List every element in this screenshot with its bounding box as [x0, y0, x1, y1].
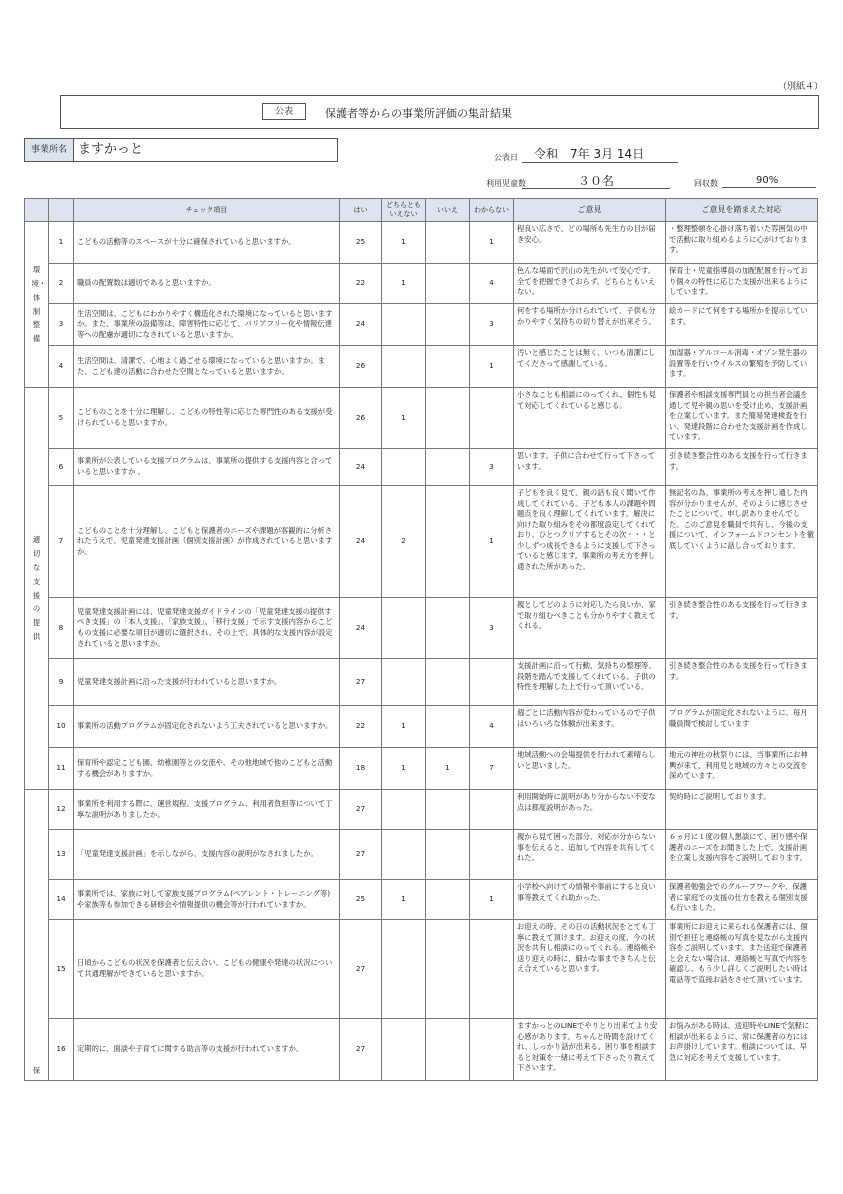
response-text: 絵カードにて何をする場所かを提示しています。 — [666, 304, 818, 346]
table-header-row — [25, 199, 818, 222]
check-item: 事業所では、家族に対して家族支援プログラム(ペアレント・トレーニング等)や家族等も参加できる研修会や情報提供の機会等が行われていますか。 — [74, 880, 340, 920]
opinion-text: 何をする場所か分けられていて、子供も分かりやすく気持ちの切り替えが出来そう。 — [514, 304, 666, 346]
count-no — [426, 486, 470, 598]
count-neither: 1 — [382, 748, 426, 790]
count-no — [426, 790, 470, 830]
category-label: 保 — [32, 1066, 41, 1076]
count-neither: 1 — [382, 706, 426, 748]
count-yes: 27 — [340, 830, 382, 880]
count-unknown — [470, 830, 514, 880]
row-number: 2 — [49, 264, 74, 304]
row-number: 4 — [49, 346, 74, 388]
count-unknown: 3 — [470, 449, 514, 486]
header-unknown: わからない — [470, 199, 514, 222]
table-row — [25, 304, 818, 346]
office-name: ますかっと — [74, 138, 338, 162]
table-row — [25, 346, 818, 388]
opinion-text: 色んな場面で沢山の先生がいて安心です。全てを把握できておらず、どちらともいえない。 — [514, 264, 666, 304]
office-label: 事業所名 — [24, 138, 74, 162]
count-no — [426, 830, 470, 880]
opinion-text: お迎えの時、その日の活動状況をとても丁寧に教えて頂けます。お迎えの度、今の状況を共有し相談にのってくれる。連絡帳や送り迎えの時に、細かな事まできちんと伝え合えていると思います。 — [514, 920, 666, 1019]
row-number: 11 — [49, 748, 74, 790]
response-text: 引き続き整合性のある支援を行って行きます。 — [666, 449, 818, 486]
count-neither — [382, 920, 426, 1019]
count-unknown: 7 — [470, 748, 514, 790]
count-yes: 26 — [340, 388, 382, 449]
table-row — [25, 706, 818, 748]
count-yes: 27 — [340, 920, 382, 1019]
count-no — [426, 920, 470, 1019]
check-item: 保育所や認定こども園、幼稚園等との交流や、その他地域で他のこどもと活動する機会がありますか。 — [74, 748, 340, 790]
category-label: 環境・体制整備 — [31, 264, 47, 344]
count-unknown: 3 — [470, 304, 514, 346]
row-number: 5 — [49, 388, 74, 449]
response-text: お悩みがある時は、送迎時やLINEで気軽に相談が出来るように、常に保護者の方にはお声掛けしています。相談については、早急に対応を考えて支援しています。 — [666, 1019, 818, 1081]
count-neither: 1 — [382, 264, 426, 304]
header-opinion: ご意見 — [514, 199, 666, 222]
count-yes: 22 — [340, 706, 382, 748]
response-text: プログラムが固定化されないように、毎月職員間で検討しています — [666, 706, 818, 748]
count-no — [426, 388, 470, 449]
count-neither — [382, 598, 426, 659]
opinion-text: 程良い広さで、どの場所も先生方の目が届き安心。 — [514, 222, 666, 264]
opinion-text: 小さなことも相談にのってくれ、個性も見て対応してくれていると感じる。 — [514, 388, 666, 449]
count-unknown: 1 — [470, 486, 514, 598]
check-item: 生活空間は、こどもにわかりやすく構造化された環境になっていると思いますか。また、事業所の設備等は、障害特性に応じて、バリアフリー化や情報伝達等への配慮が適切になされていると思いますか。 — [74, 304, 340, 346]
date-value: 令和 7年 3月 14日 — [522, 145, 678, 163]
count-no — [426, 449, 470, 486]
count-no: 1 — [426, 748, 470, 790]
header-response: ご意見を踏まえた対応 — [666, 199, 818, 222]
users-value: ３０名 — [522, 172, 670, 189]
response-text: 保護者や相談支援専門員との担当者会議を通して児や親の思いを受け止め、支援計画を立案しています。また簡易発達検査を行い、発達段階に合わせた支援計画を作成しています。 — [666, 388, 818, 449]
count-yes: 25 — [340, 880, 382, 920]
row-number: 16 — [49, 1019, 74, 1081]
table-row — [25, 830, 818, 880]
count-neither: 1 — [382, 222, 426, 264]
table-row — [25, 222, 818, 264]
table-row — [25, 920, 818, 1019]
response-text: 保護者勉強会でのグループワークや、保護者に家庭での支援の仕方を教える個別支援も行いました。 — [666, 880, 818, 920]
row-number: 10 — [49, 706, 74, 748]
row-number: 6 — [49, 449, 74, 486]
count-unknown — [470, 920, 514, 1019]
table-row — [25, 1019, 818, 1081]
row-number: 3 — [49, 304, 74, 346]
check-item: 定期的に、面談や子育てに関する助言等の支援が行われていますか。 — [74, 1019, 340, 1081]
opinion-text: 小学校へ向けての情報や事前にすると良い事等教えてくれ助かった。 — [514, 880, 666, 920]
count-neither — [382, 790, 426, 830]
opinion-text: ますかっとのLINEでやりとり出来てより安心感があります。ちゃんと時間を設けてくれ、しっかり話が出来る。困り事を相談すると対策を一緒に考えて下さったり教えて下さいます。 — [514, 1019, 666, 1081]
users-label: 利用児童数 — [486, 179, 526, 188]
count-unknown — [470, 790, 514, 830]
count-no — [426, 1019, 470, 1081]
page-title: 保護者等からの事業所評価の集計結果 — [325, 107, 512, 120]
opinion-text: 支援計画に沿って行動、気持ちの整理等、段階を踏んで支援してくれている。子供の特性を理解した上で行って頂いている。 — [514, 659, 666, 706]
opinion-text: 地域活動への会場提供を行われて素晴らしいと思いました。 — [514, 748, 666, 790]
header-check: チェック項目 — [74, 199, 340, 222]
response-text: 事業所にお迎えに来られる保護者には、個別で担任と連絡帳の写真を見ながら支援内容をご説明しています。また送迎で保護者と会えない場合は、連絡帳と写真で内容を確認し、もう少し詳しくご説明したい時は電話等で直接お話をさせて頂いています。 — [666, 920, 818, 1019]
check-item: こどもの活動等のスペースが十分に確保されていると思いますか。 — [74, 222, 340, 264]
response-text: ６ヵ月に１度の個人懇談にて、困り感や保護者のニーズをお聞きした上で、支援計画を立案し支援内容をご説明しております。 — [666, 830, 818, 880]
appendix-label: （別紙４） — [778, 82, 824, 92]
response-text: 保育士・児童指導員の加配配置を行っており個々の特性に応じた支援が出来るようにしています。 — [666, 264, 818, 304]
opinion-text: 汚いと感じたことは無く、いつも清潔にしてくださって感謝している。 — [514, 346, 666, 388]
count-no — [426, 222, 470, 264]
count-unknown: 1 — [470, 346, 514, 388]
response-text: 引き続き整合性のある支援を行って行きます。 — [666, 659, 818, 706]
count-neither — [382, 346, 426, 388]
response-text: 加湿器・アルコール消毒・オゾン発生器の設置等を行いウイルスの繁殖を予防しています。 — [666, 346, 818, 388]
count-no — [426, 659, 470, 706]
row-number: 14 — [49, 880, 74, 920]
header-cat — [25, 199, 49, 222]
opinion-text: 親から見て困った部分、対応が分からない事を伝えると、追加して内容を共有してくれた。 — [514, 830, 666, 880]
count-unknown — [470, 1019, 514, 1081]
count-yes: 27 — [340, 1019, 382, 1081]
count-yes: 25 — [340, 222, 382, 264]
count-yes: 24 — [340, 598, 382, 659]
table-row — [25, 486, 818, 598]
count-neither — [382, 304, 426, 346]
count-unknown: 1 — [470, 880, 514, 920]
count-yes: 27 — [340, 659, 382, 706]
table-row — [25, 748, 818, 790]
check-item: 児童発達支援計画には、児童発達支援ガイドラインの「児童発達支援の提供すべき支援」の「本人支援」、「家族支援」、「移行支援」で示す支援内容からこどもの支援に必要な項目が適切に選択され、その上で、具体的な支援内容が設定されていると思いますか。 — [74, 598, 340, 659]
opinion-text: 利用開始時に説明があり分からない不安な点は都度説明があった。 — [514, 790, 666, 830]
table-row — [25, 388, 818, 449]
row-number: 13 — [49, 830, 74, 880]
table-row — [25, 790, 818, 830]
count-unknown — [470, 659, 514, 706]
count-unknown: 1 — [470, 222, 514, 264]
count-unknown: 4 — [470, 264, 514, 304]
responses-value: 90% — [722, 172, 816, 188]
count-neither: 1 — [382, 388, 426, 449]
table-row — [25, 659, 818, 706]
opinion-text: 親としてどのように対応したら良いか、家で取り組むべきことも分かりやすく教えてくれる。 — [514, 598, 666, 659]
evaluation-table — [24, 198, 818, 1081]
header-neither: どちらとも いえない — [382, 199, 426, 222]
check-item: こどものことを十分に理解し、こどもの特性等に応じた専門性のある支援が受けられていると思いますか。 — [74, 388, 340, 449]
check-item: 事業所を利用する際に、運営規程、支援プログラム、利用者負担等について丁寧な説明がありましたか。 — [74, 790, 340, 830]
title-box — [60, 95, 819, 129]
check-item: 事業所が公表している支援プログラムは、事業所の提供する支援内容と合っていると思いますか 。 — [74, 449, 340, 486]
count-yes: 22 — [340, 264, 382, 304]
count-yes: 26 — [340, 346, 382, 388]
row-number: 7 — [49, 486, 74, 598]
responses-label: 回収数 — [694, 179, 718, 188]
count-no — [426, 880, 470, 920]
category-label: 適切な支援の提供 — [32, 535, 41, 642]
row-number: 12 — [49, 790, 74, 830]
count-neither — [382, 1019, 426, 1081]
count-unknown: 4 — [470, 706, 514, 748]
response-text: ・整理整頓を心掛け落ち着いた雰囲気の中で活動に取り組めるように心がけております。 — [666, 222, 818, 264]
count-yes: 18 — [340, 748, 382, 790]
check-item: 児童発達支援計画に沿った支援が行われていると思いますか。 — [74, 659, 340, 706]
table-row — [25, 598, 818, 659]
count-neither — [382, 659, 426, 706]
table-row — [25, 880, 818, 920]
count-neither: 2 — [382, 486, 426, 598]
count-yes: 24 — [340, 449, 382, 486]
response-text: 無記名の為、事業所の考えを押し通した内容が分かりませんが、そのように感じさせたことについて、申し訳ありませんでした。このご意見を職員で共有し、今後の支援について、インフォームドコンセントを徹底していくように話し合っております。 — [666, 486, 818, 598]
response-text: 契約時にご説明しております。 — [666, 790, 818, 830]
count-no — [426, 264, 470, 304]
header-yes: はい — [340, 199, 382, 222]
public-label: 公表 — [262, 103, 306, 120]
count-yes: 27 — [340, 790, 382, 830]
opinion-text: 週ごとに活動内容が変わっているので子供はいろいろな体験が出来ます。 — [514, 706, 666, 748]
count-yes: 24 — [340, 486, 382, 598]
count-neither: 1 — [382, 880, 426, 920]
row-number: 9 — [49, 659, 74, 706]
check-item: 事業所の活動プログラムが固定化されないよう工夫されていると思いますか。 — [74, 706, 340, 748]
count-neither — [382, 449, 426, 486]
category-cell — [25, 222, 49, 388]
check-item: こどものことを十分理解し、こどもと保護者のニーズや課題が客観的に分析されたうえで、児童発達支援計画（個別支援計画）が作成されていると思いますか。 — [74, 486, 340, 598]
category-cell — [25, 790, 49, 1081]
header-no — [49, 199, 74, 222]
row-number: 1 — [49, 222, 74, 264]
response-text: 引き続き整合性のある支援を行って行きます。 — [666, 598, 818, 659]
row-number: 15 — [49, 920, 74, 1019]
check-item: 職員の配置数は適切であると思いますか。 — [74, 264, 340, 304]
count-yes: 24 — [340, 304, 382, 346]
header-no-answer: いいえ — [426, 199, 470, 222]
opinion-text: 子どもを良く見て、親の話も良く聞いて作成してくれている。子ども本人の課題や問題点を良く理解してくれています。解決に向けた取り組みをその都度設定してくれており、ひとつクリアするとその次・・・と少しずつ成長できるように支援して下さっていると感じます。事業所の考え方を押し通された所があった。 — [514, 486, 666, 598]
count-unknown: 3 — [470, 598, 514, 659]
date-label: 公表日 — [494, 153, 518, 162]
check-item: 生活空間は、清潔で、心地よく過ごせる環境になっていると思いますか。また、こども達の活動に合わせた空間となっていると思いますか。 — [74, 346, 340, 388]
check-item: 「児童発達支援計画」を示しながら、支援内容の説明がなされましたか。 — [74, 830, 340, 880]
count-unknown — [470, 388, 514, 449]
count-no — [426, 706, 470, 748]
count-neither — [382, 830, 426, 880]
count-no — [426, 346, 470, 388]
row-number: 8 — [49, 598, 74, 659]
table-row — [25, 264, 818, 304]
count-no — [426, 598, 470, 659]
count-no — [426, 304, 470, 346]
category-cell — [25, 388, 49, 790]
table-row — [25, 449, 818, 486]
opinion-text: 思います。子供に合わせて行って下さっています。 — [514, 449, 666, 486]
check-item: 日頃からこどもの状況を保護者と伝え合い、こどもの健康や発達の状況について共通理解ができていると思いますか。 — [74, 920, 340, 1019]
response-text: 地元の神社の秋祭りには、当事業所にお神輿が来て、利用児と地域の方々との交流を深めています。 — [666, 748, 818, 790]
